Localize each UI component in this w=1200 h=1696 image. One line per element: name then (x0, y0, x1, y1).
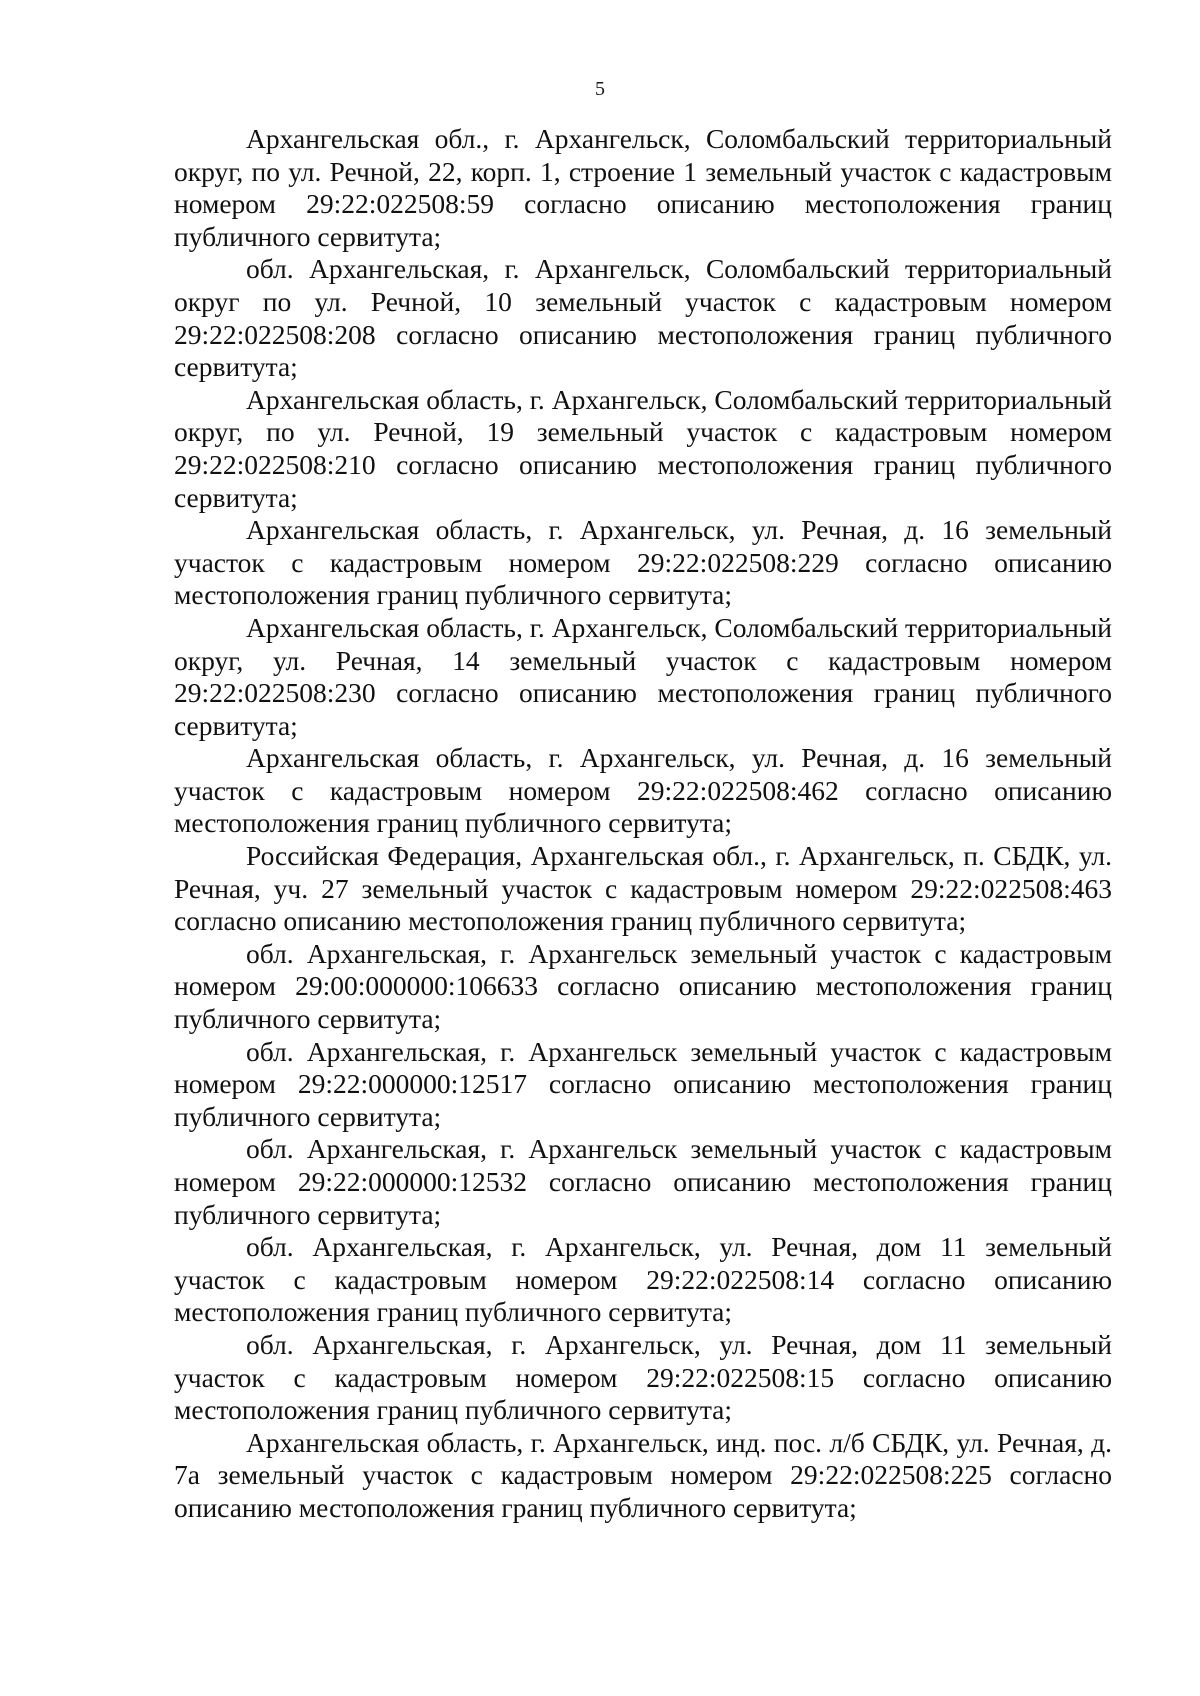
paragraph-9: обл. Архангельская, г. Архангельск земельный участок с кадастровым номером 29:22:000000:12517 согласно описанию местоположения границ публичного сервитута; (174, 1035, 1112, 1132)
paragraph-8: обл. Архангельская, г. Архангельск земельный участок с кадастровым номером 29:00:000000:106633 согласно описанию местоположения границ публичного сервитута; (174, 937, 1112, 1035)
paragraph-12: обл. Архангельская, г. Архангельск, ул. Речная, дом 11 земельный участок с кадастровым номером 29:22:022508:15 согласно описанию местоположения границ публичного сервитута; (174, 1328, 1112, 1426)
paragraph-10: обл. Архангельская, г. Архангельск земельный участок с кадастровым номером 29:22:000000:12532 согласно описанию местоположения границ публичного сервитута; (174, 1133, 1112, 1230)
paragraph-2: обл. Архангельская, г. Архангельск, Соломбальский территориальный округ по ул. Речной, 10 земельный участок с кадастровым номером 29:22:022508:208 согласно описанию местоположения границ публичного сервитута; (174, 253, 1112, 383)
paragraph-4: Архангельская область, г. Архангельск, ул. Речная, д. 16 земельный участок с кадастровым номером 29:22:022508:229 согласно описанию местоположения границ публичного сервитута; (174, 514, 1112, 611)
paragraph-5: Архангельская область, г. Архангельск, Соломбальский территориальный округ, ул. Речная, 14 земельный участок с кадастровым номером 29:22:022508:230 согласно описанию местоположения границ публичного сервитута; (174, 611, 1112, 741)
paragraph-11: обл. Архангельская, г. Архангельск, ул. Речная, дом 11 земельный участок с кадастровым номером 29:22:022508:14 согласно описанию местоположения границ публичного сервитута; (174, 1231, 1112, 1328)
page-number: 5 (595, 78, 605, 100)
document-body (174, 123, 1112, 1525)
paragraph-3: Архангельская область, г. Архангельск, Соломбальский территориальный округ, по ул. Речной, 19 земельный участок с кадастровым номером 29:22:022508:210 согласно описанию местоположения границ публичного сервитута; (174, 383, 1112, 513)
paragraph-6: Архангельская область, г. Архангельск, ул. Речная, д. 16 земельный участок с кадастровым номером 29:22:022508:462 согласно описанию местоположения границ публичного сервитута; (174, 742, 1112, 839)
paragraph-1: Архангельская обл., г. Архангельск, Соломбальский территориальный округ, по ул. Речной, 22, корп. 1, строение 1 земельный участок с кадастровым номером 29:22:022508:59 согласно описанию местоположения границ публичного сервитута; (174, 123, 1112, 252)
paragraph-13: Архангельская область, г. Архангельск, инд. пос. л/б СБДК, ул. Речная, д. 7а земельный участок с кадастровым номером 29:22:022508:225 согласно описанию местоположения границ публичного сервитута; (174, 1426, 1112, 1523)
paragraph-7: Российская Федерация, Архангельская обл., г. Архангельск, п. СБДК, ул. Речная, уч. 27 земельный участок с кадастровым номером 29:22:022508:463 согласно описанию местоположения границ публичного сервитута; (174, 840, 1112, 937)
